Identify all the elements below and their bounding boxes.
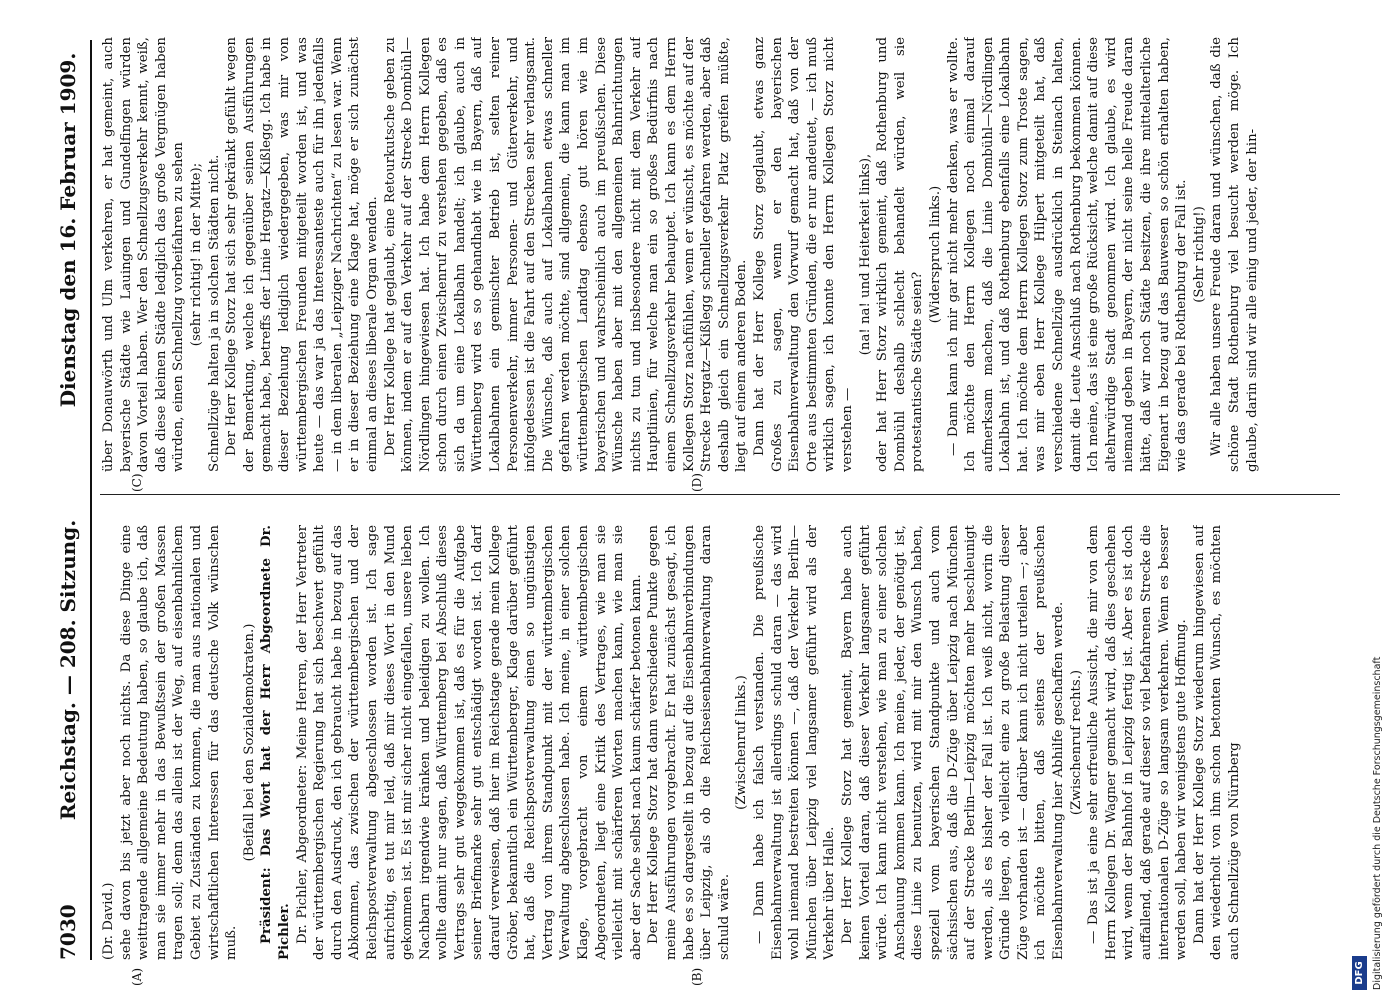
paragraph: sehe davon bis jetzt aber noch nichts. Da diese Dinge eine weittragende allgemeine Bedeutung haben, so glaube ich, daß man sie immer mehr in das Bewußtsein der großen Massen tragen soll; denn das allein ist der Weg, auf eisenbahnlichem Gebiet zu Zuständen zu kommen, die man aus nationalen und wirtschaftlichen Interessen für das deutsche Volk wünschen muß. bbox=[118, 525, 240, 960]
interjection: (Zwischenruf rechts.) bbox=[1068, 669, 1084, 816]
paragraph: Der Herr Kollege Storz hat gemeint, Bayern habe auch keinen Vorteil daran, daß dieser Verkehr langsamer geführt würde. Ich kann nicht verstehen, wie man zu einer solchen Anschauung kommen kann. Ich meine, jeder, der genötigt ist, diese Linie zu benutzen, wird mit mir den Wunsch haben, speziell vom bayerischen Standpunkte und auch vom sächsischen aus, daß die D-Züge über Leipzig nach München auf der Strecke Berlin—Leipzig möchten mehr beschleunigt werden, als es bisher der Fall ist. Ich weiß nicht, worin die Gründe liegen, ob vielleicht eine zu große Belastung dieser Züge vorhanden ist — darüber kann ich nicht urteilen —; aber ich möchte bitten, daß seitens der preußischen Eisenbahnverwaltung hier Abhilfe geschaffen werde. bbox=[839, 525, 1067, 960]
paragraph: — Dann habe ich falsch verstanden. Die preußische Eisenbahnverwaltung ist allerdings schuld daran — das wird wohl niemand bestreiten können —, daß der Verkehr Berlin—München über Leipzig viel langsamer geführt wird als der Verkehr über Halle. bbox=[751, 525, 838, 960]
left-column bbox=[100, 525, 1340, 960]
margin-letter-d: (D) bbox=[690, 473, 704, 492]
paragraph: Der Herr Kollege hat geglaubt, eine Retourkutsche geben zu können, indem er auf den Verkehr auf der Strecke Dombühl—Nördlingen hingewiesen hat. Ich habe dem Herrn Kollegen schon durch einen Zwischenruf zu verstehen gegeben, daß es sich da um eine Lokalbahn handelt; ich glaube, auch in Württemberg wird es so gehandhabt wie in Bayern, daß auf Lokalbahnen ein gemischter Betrieb ist, selten reiner Personenverkehr, immer Personen- und Güterverkehr, und infolgedessen ist die Fahrt auf den Strecken sehr verlangsamt. Die Wünsche, daß auch auf Lokalbahnen etwas schneller gefahren werden möchte, sind allgemein, die kann man im württembergischen Landtag ebenso gut hören wie im bayerischen und wahrscheinlich auch im preußischen. Diese Wünsche haben aber mit den allgemeinen Bahnrichtungen nichts zu tun und insbesondere nicht mit dem Verkehr auf Hauptlinien, für welche man ein so großes Bedürfnis nach einem Schnellzugsverkehr behauptet. Ich kann es dem Herrn Kollegen Storz nachfühlen, wenn er wünscht, es möchte auf der Strecke Hergatz—Kißlegg schneller gefahren werden, aber daß deshalb gleich ein Schnellzugsverkehr Platz greifen müßte, liegt auf einem anderen Boden. bbox=[382, 37, 750, 472]
digitization-credit: Digitalisierung gefördert durch die Deutsche Forschungsgemeinschaft bbox=[1372, 656, 1383, 990]
margin-letter-b: (B) bbox=[690, 967, 704, 986]
paragraph: Schnellzüge halten ja in solchen Städten nicht. bbox=[206, 154, 222, 472]
paragraph: — Dann kann ich mir gar nicht mehr denken, was er wollte. Ich möchte den Herrn Kollegen noch einmal darauf aufmerksam machen, daß die Linie Dombühl—Nördlingen Lokalbahn ist, und daß Rothenburg ebenfalls eine Lokalbahn hat. Ich möchte dem Herrn Kollegen Storz zum Troste sagen, was mir eben Herr Kollege Hilpert mitgeteilt hat, daß verschiedene Schnellzüge ausdrücklich in Steinach halten, damit die Leute Anschluß nach Rothenburg bekommen können. Ich meine, das ist eine große Rücksicht, welche damit auf diese altehrwürdige Stadt genommen wird. Ich glaube, es wird niemand geben in Bayern, der nicht seine helle Freude daran hätte, daß wir noch Städte besitzen, die ihre mittelalterliche Eigenart in bezug auf das Bauwesen so schön erhalten haben, wie das gerade bei Rothenburg der Fall ist. bbox=[945, 37, 1190, 472]
paragraph: Dann hat der Herr Kollege Storz wiederum hingewiesen auf den wiederholt von ihm schon betonten Wunsch, es möchten auch Schnellzüge von Nürnberg bbox=[1191, 525, 1242, 960]
paragraph: Der Herr Kollege Storz hat dann verschiedene Punkte gegen meine Ausführungen vorgebracht. Er hat zunächst gesagt, ich habe es so dargestellt in bezug auf die Eisenbahnverbindungen über Leipzig, als ob die Reichseisenbahnverwaltung daran schuld wäre. bbox=[646, 525, 732, 960]
paragraph: Dr. Pichler, Abgeordneter: Meine Herren, der Herr Vertreter der württembergischen Regierung hat sich beschwert gefühlt durch den Ausdruck, den ich gebraucht habe in bezug auf das Abkommen, das zwischen der württembergischen und der Reichspostverwaltung abgeschlossen worden ist. Ich sage aufrichtig, es tut mir leid, daß mir dieses Wort in den Mund gekommen ist. Es ist mir sicher nicht eingefallen, unsere lieben Nachbarn irgendwie kränken und beleidigen zu wollen. Ich wollte damit nur sagen, daß Württemberg bei Abschluß dieses Vertrags sehr gut weggekommen ist, daß es für die Aufgabe seiner Briefmarke sehr gut entschädigt worden ist. Ich darf darauf verweisen, daß hier im Reichstage gerade mein Kollege Gröber, bekanntlich ein Württemberger, Klage darüber geführt hat, daß die Reichspostverwaltung einen so ungünstigen Vertrag von ihrem Standpunkt mit der württembergischen Verwaltung abgeschlossen habe. Ich meine, in einer solchen Klage, vorgebracht von einem württembergischen Abgeordneten, liegt eine Kritik des Vertrages, wie man sie vielleicht mit schärferen Worten machen kann, wie man sie aber der Sache selbst nach kaum schärfer betonen kann. bbox=[294, 525, 644, 960]
margin-letter-c: (C) bbox=[130, 473, 144, 492]
paragraph: Dann hat der Herr Kollege Storz geglaubt, etwas ganz Großes zu sagen, wenn er den bayerischen Eisenbahnverwaltung den Vorwurf gemacht hat, daß von der Orte aus bestimmten Gründen, die er nur andeutet, — ich muß wirklich sagen, ich konnte den Herrn Kollegen Storz nicht verstehen — bbox=[751, 37, 855, 472]
session-date: Dienstag den 16. Februar 1909. bbox=[56, 52, 80, 408]
president-line: Präsident: Das Wort hat der Herr Abgeordnete Dr. Pichler. bbox=[259, 525, 292, 960]
paragraph: Wir alle haben unsere Freude daran und wünschen, daß die schöne Stadt Rothenburg viel besucht werden möge. Ich glaube, darin sind wir alle einig und jeder, der hin- bbox=[1209, 37, 1260, 472]
column-divider bbox=[100, 494, 1340, 495]
interjection: (sehr richtig! in der Mitte); bbox=[188, 162, 204, 347]
interjection: (Beifall bei den Sozialdemokraten.) bbox=[241, 623, 257, 862]
session-title: Reichstag. — 208. Sitzung. bbox=[56, 519, 80, 821]
paragraph: Der Herr Kollege Storz hat sich sehr gekränkt gefühlt wegen der Bemerkung, welche ich gegenüber seinen Ausführungen gemacht habe, betreffs der Linie Hergatz—Kißlegg. Ich habe in dieser Beziehung lediglich wiedergegeben, was mir von württembergischen Freunden mitgeteilt worden ist, und was heute — das war ja das Interessanteste auch für ihn jedenfalls — in dem liberalen „Leipziger Nachrichten“ zu lesen war. Wenn er in dieser Beziehung eine Klage hat, möge er sich zunächst einmal an dieses liberale Organ wenden. bbox=[224, 37, 380, 472]
dfg-logo: DFG bbox=[1352, 956, 1367, 990]
header-rule bbox=[90, 40, 92, 960]
interjection: (Zwischenruf links.) bbox=[734, 675, 750, 810]
paragraph: über Donauwörth und Ulm verkehren, er hat gemeint, auch bayerische Städte wie Lauingen und Gundelfingen würden davon Vorteil haben. Wer den Schnellzugsverkehr kennt, weiß, daß diese kleinen Städte lediglich das große Vergnügen haben würden, einen Schnellzug vorbeifahren zu sehen bbox=[101, 37, 187, 472]
margin-letter-a: (A) bbox=[130, 967, 144, 986]
paragraph: — Das ist ja eine sehr erfreuliche Aussicht, die mir von dem Herrn Kollegen Dr. Wagner gemacht wird, daß dies geschehen wird, wenn der Bahnhof in Leipzig fertig ist. Aber es ist doch auffallend, daß gerade auf dieser so viel befahrenen Strecke die internationalen D-Züge so langsam verkehren. Wenn es besser werden soll, haben wir wenigstens gute Hoffnung. bbox=[1086, 525, 1190, 960]
interjection: (Sehr richtig!) bbox=[1191, 206, 1207, 303]
interjection: (na! na! und Heiterkeit links), bbox=[857, 153, 873, 356]
page-number: 7030 bbox=[56, 904, 80, 960]
speaker-note: (Dr. David.) bbox=[101, 882, 116, 960]
interjection: (Widerspruch links.) bbox=[927, 185, 943, 324]
paragraph: oder hat Herr Storz wirklich gemeint, daß Rothenburg und Dombühl deshalb schlecht behandelt würden, weil sie protestantische Städte seien? bbox=[875, 37, 926, 472]
page-header bbox=[56, 40, 86, 960]
right-column bbox=[100, 37, 1340, 472]
